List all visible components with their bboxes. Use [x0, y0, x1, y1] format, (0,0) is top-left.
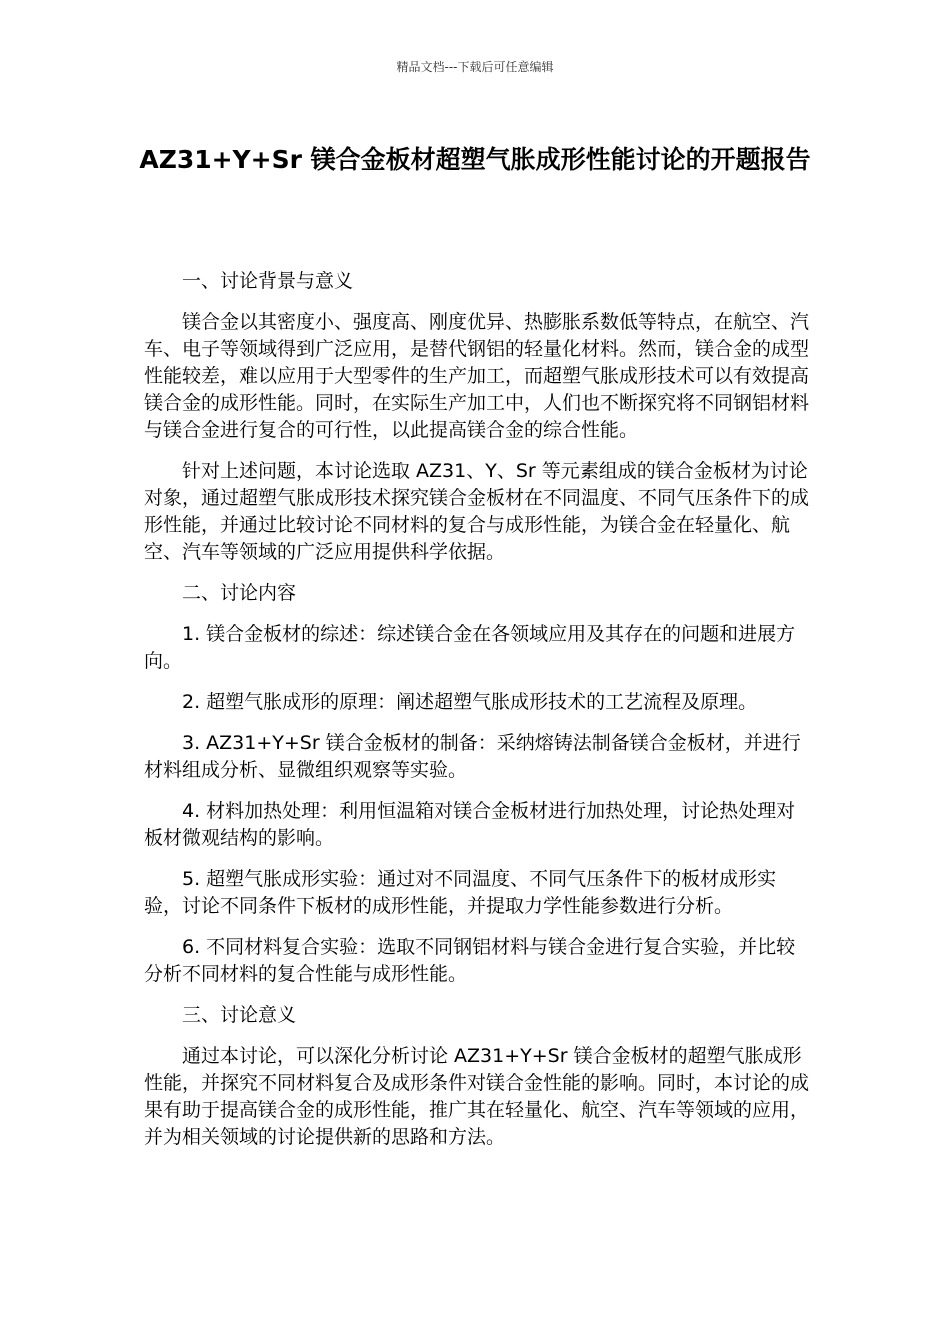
list-item: 5. 超塑气胀成形实验：通过对不同温度、不同气压条件下的板材成形实验，讨论不同条件下板材的成形性能，并提取力学性能参数进行分析。: [144, 868, 777, 917]
paragraph: 通过本讨论，可以深化分析讨论 AZ31+Y+Sr 镁合金板材的超塑气胀成形性能，并探究不同材料复合及成形条件对镁合金性能的影响。同时，本讨论的成果有助于提高镁合金的成形性能，推广其在轻量化、航空、汽车等领域的应用，并为相关领域的讨论提供新的思路和方法。: [144, 1045, 810, 1148]
list-item: 6. 不同材料复合实验：选取不同钢铝材料与镁合金进行复合实验，并比较分析不同材料的复合性能与成形性能。: [144, 936, 796, 985]
paragraph: 镁合金以其密度小、强度高、刚度优异、热膨胀系数低等特点，在航空、汽车、电子等领域得到广泛应用，是替代钢铝的轻量化材料。然而，镁合金的成型性能较差，难以应用于大型零件的生产加工，而超塑气胀成形技术可以有效提高镁合金的成形性能。同时，在实际生产加工中，人们也不断探究将不同钢铝材料与镁合金进行复合的可行性，以此提高镁合金的综合性能。: [144, 311, 810, 441]
header-note: 精品文档---下载后可任意编辑: [396, 60, 554, 74]
list-item: 1. 镁合金板材的综述：综述镁合金在各领域应用及其存在的问题和进展方向。: [144, 623, 796, 672]
section-heading: 二、讨论内容: [182, 582, 297, 604]
document-title: AZ31+Y+Sr 镁合金板材超塑气胀成形性能讨论的开题报告: [139, 145, 811, 174]
list-item: 2. 超塑气胀成形的原理：阐述超塑气胀成形技术的工艺流程及原理。: [182, 691, 758, 713]
section-heading: 一、讨论背景与意义: [182, 270, 354, 292]
section-heading: 三、讨论意义: [182, 1004, 297, 1026]
list-item: 3. AZ31+Y+Sr 镁合金板材的制备：采纳熔铸法制备镁合金板材，并进行材料组成分析、显微组织观察等实验。: [144, 732, 801, 781]
list-item: 4. 材料加热处理：利用恒温箱对镁合金板材进行加热处理，讨论热处理对板材微观结构的影响。: [144, 800, 796, 849]
document-body: [144, 268, 810, 1165]
paragraph: 针对上述问题，本讨论选取 AZ31、Y、Sr 等元素组成的镁合金板材为讨论对象，通过超塑气胀成形技术探究镁合金板材在不同温度、不同气压条件下的成形性能，并通过比较讨论不同材料的复合与成形性能，为镁合金在轻量化、航空、汽车等领域的广泛应用提供科学依据。: [144, 460, 810, 563]
